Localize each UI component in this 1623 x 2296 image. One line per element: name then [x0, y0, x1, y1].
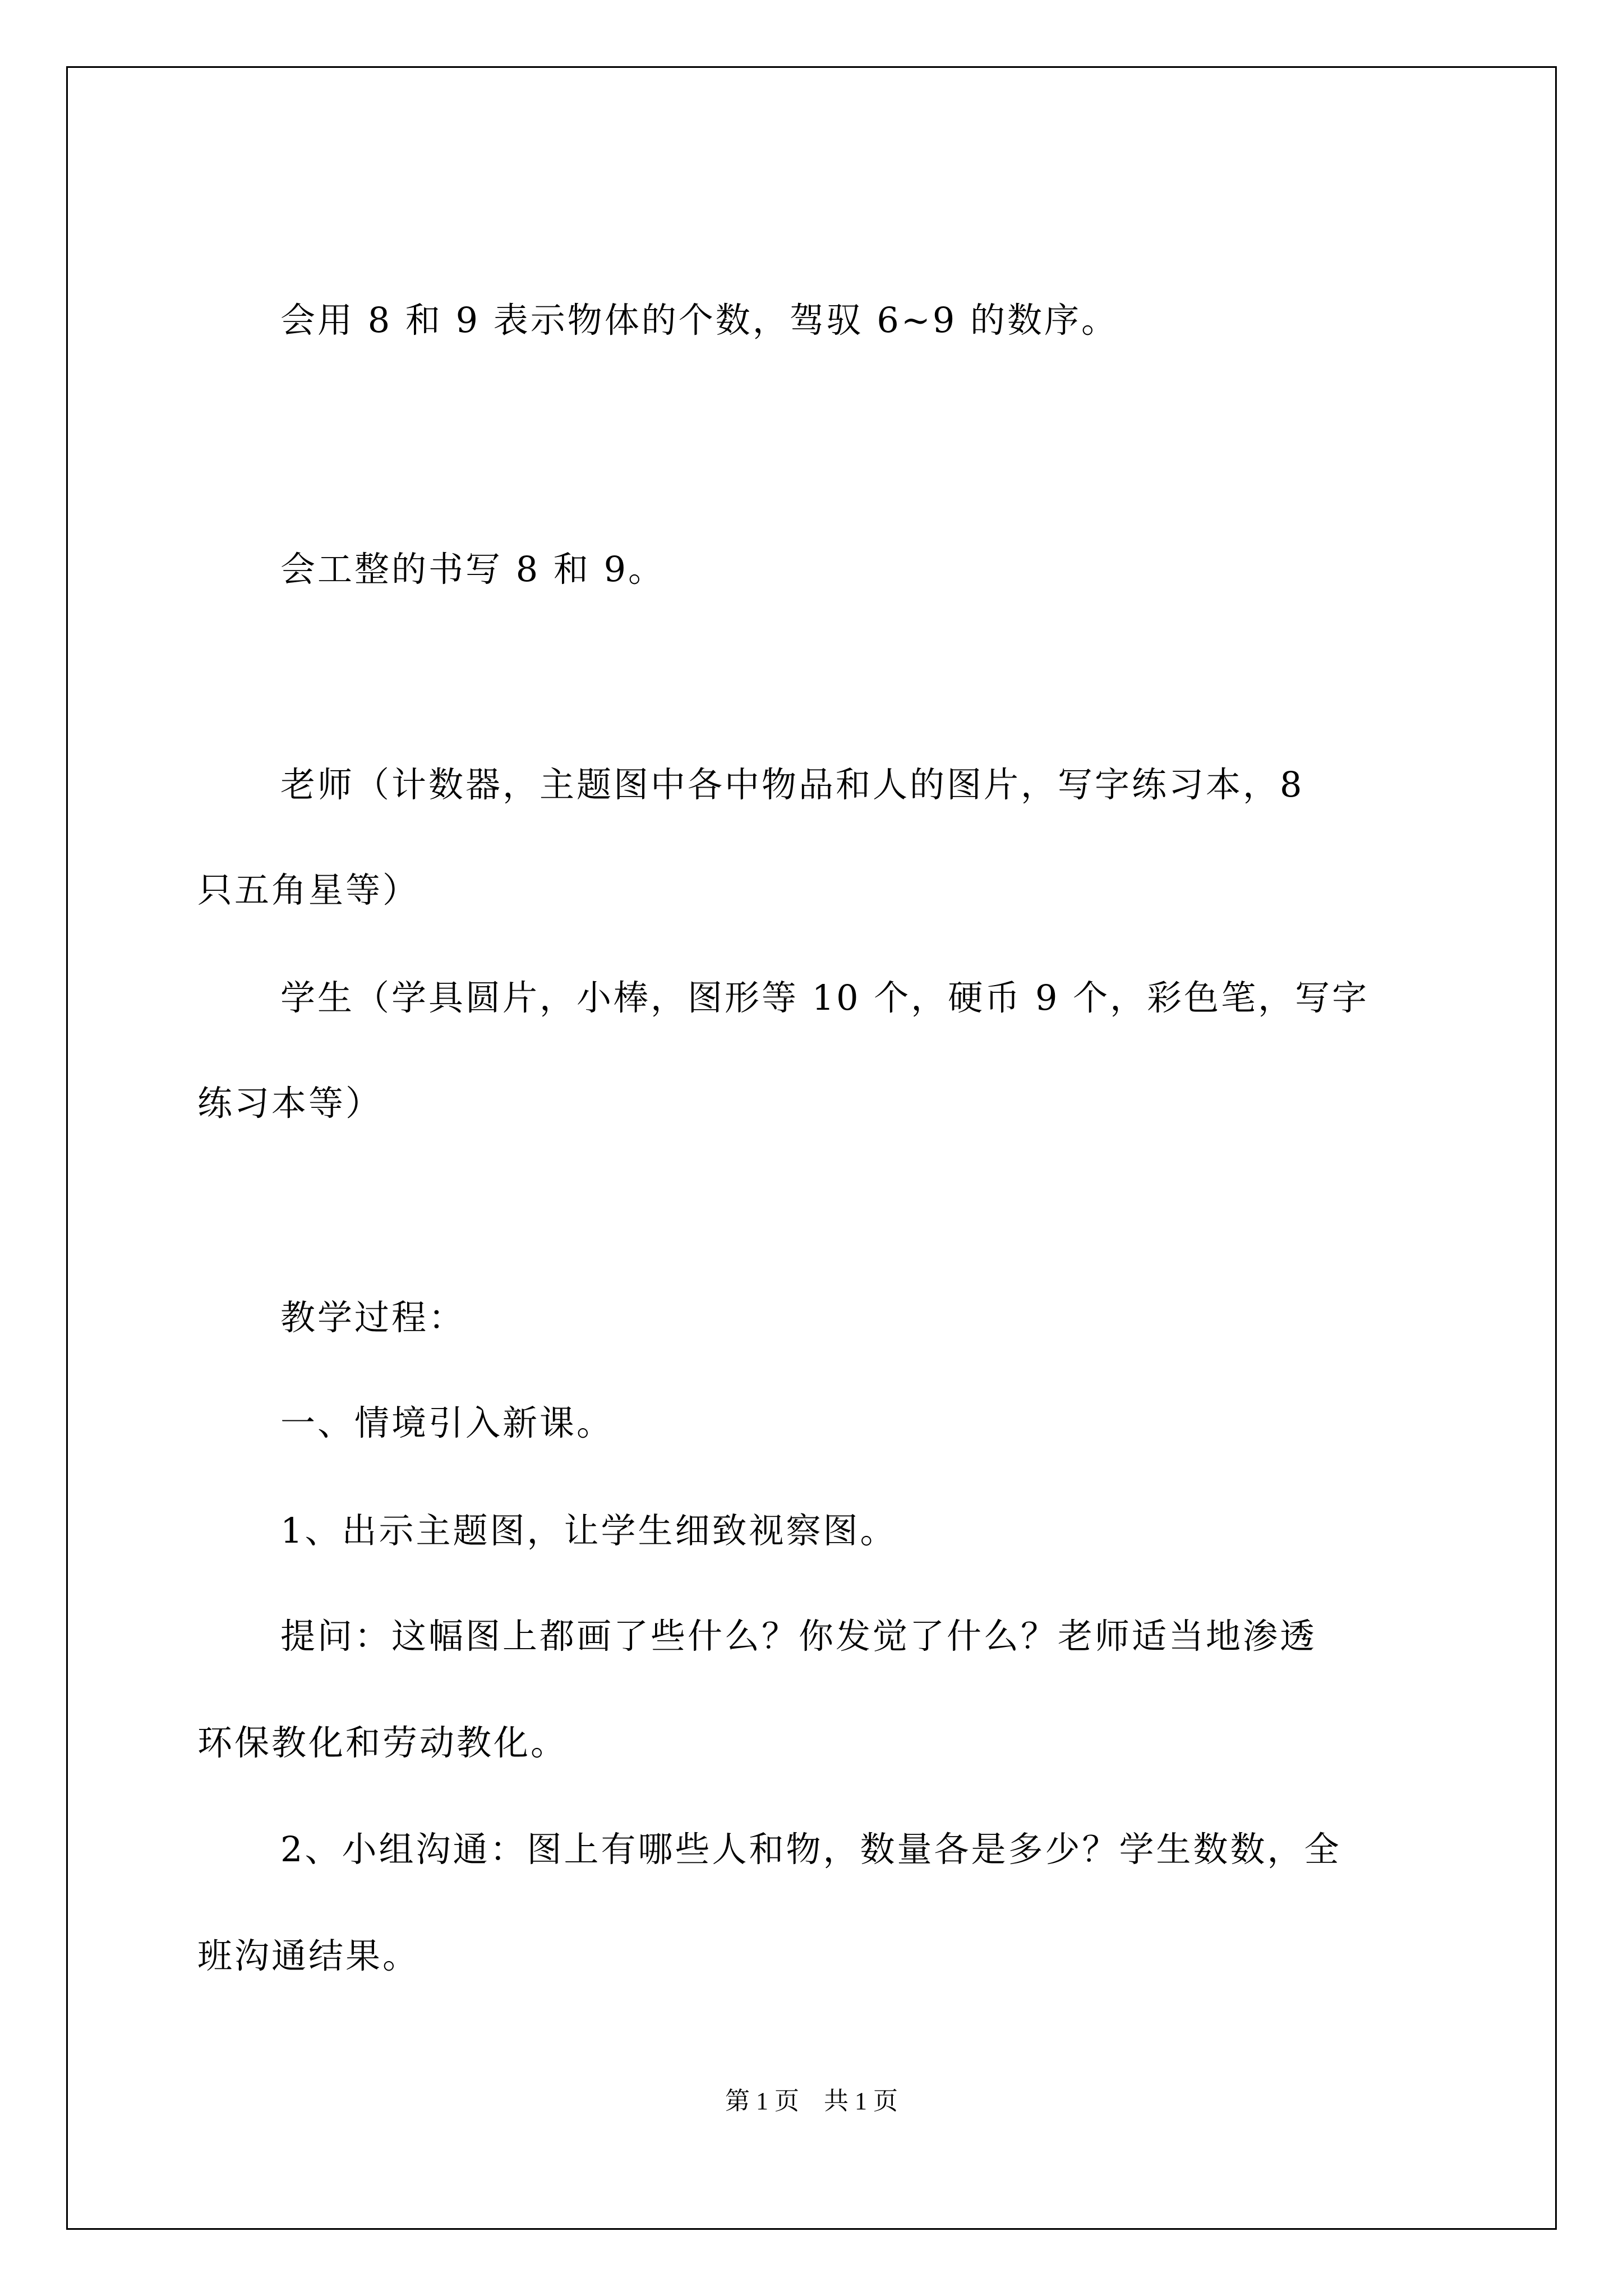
paragraph-line: 老师（计数器，主题图中各中物品和人的图片，写字练习本，8: [280, 764, 1304, 805]
page-border: [66, 66, 1557, 2230]
paragraph-line: 练习本等）: [197, 1083, 383, 1124]
paragraph-line: 会用 8 和 9 表示物体的个数，驾驭 6~9 的数序。: [280, 300, 1118, 341]
paragraph-line: 一、情境引入新课。: [280, 1402, 614, 1443]
paragraph-line: 会工整的书写 8 和 9。: [280, 549, 666, 590]
paragraph-line: 只五角星等）: [197, 869, 420, 910]
paragraph-line: 学生（学具圆片，小棒，图形等 10 个，硬币 9 个，彩色笔，写字: [280, 977, 1370, 1018]
paragraph-line: 教学过程：: [280, 1297, 466, 1338]
paragraph-line: 2、小组沟通：图上有哪些人和物，数量各是多少？学生数数，全: [280, 1829, 1341, 1870]
paragraph-line: 环保教化和劳动教化。: [197, 1722, 568, 1763]
paragraph-line: 班沟通结果。: [197, 1935, 420, 1976]
page-footer: 第 1 页 共 1 页: [725, 2087, 898, 2115]
paragraph-line: 提问：这幅图上都画了些什么？你发觉了什么？老师适当地渗透: [280, 1616, 1317, 1657]
paragraph-line: 1、出示主题图，让学生细致视察图。: [280, 1510, 897, 1551]
